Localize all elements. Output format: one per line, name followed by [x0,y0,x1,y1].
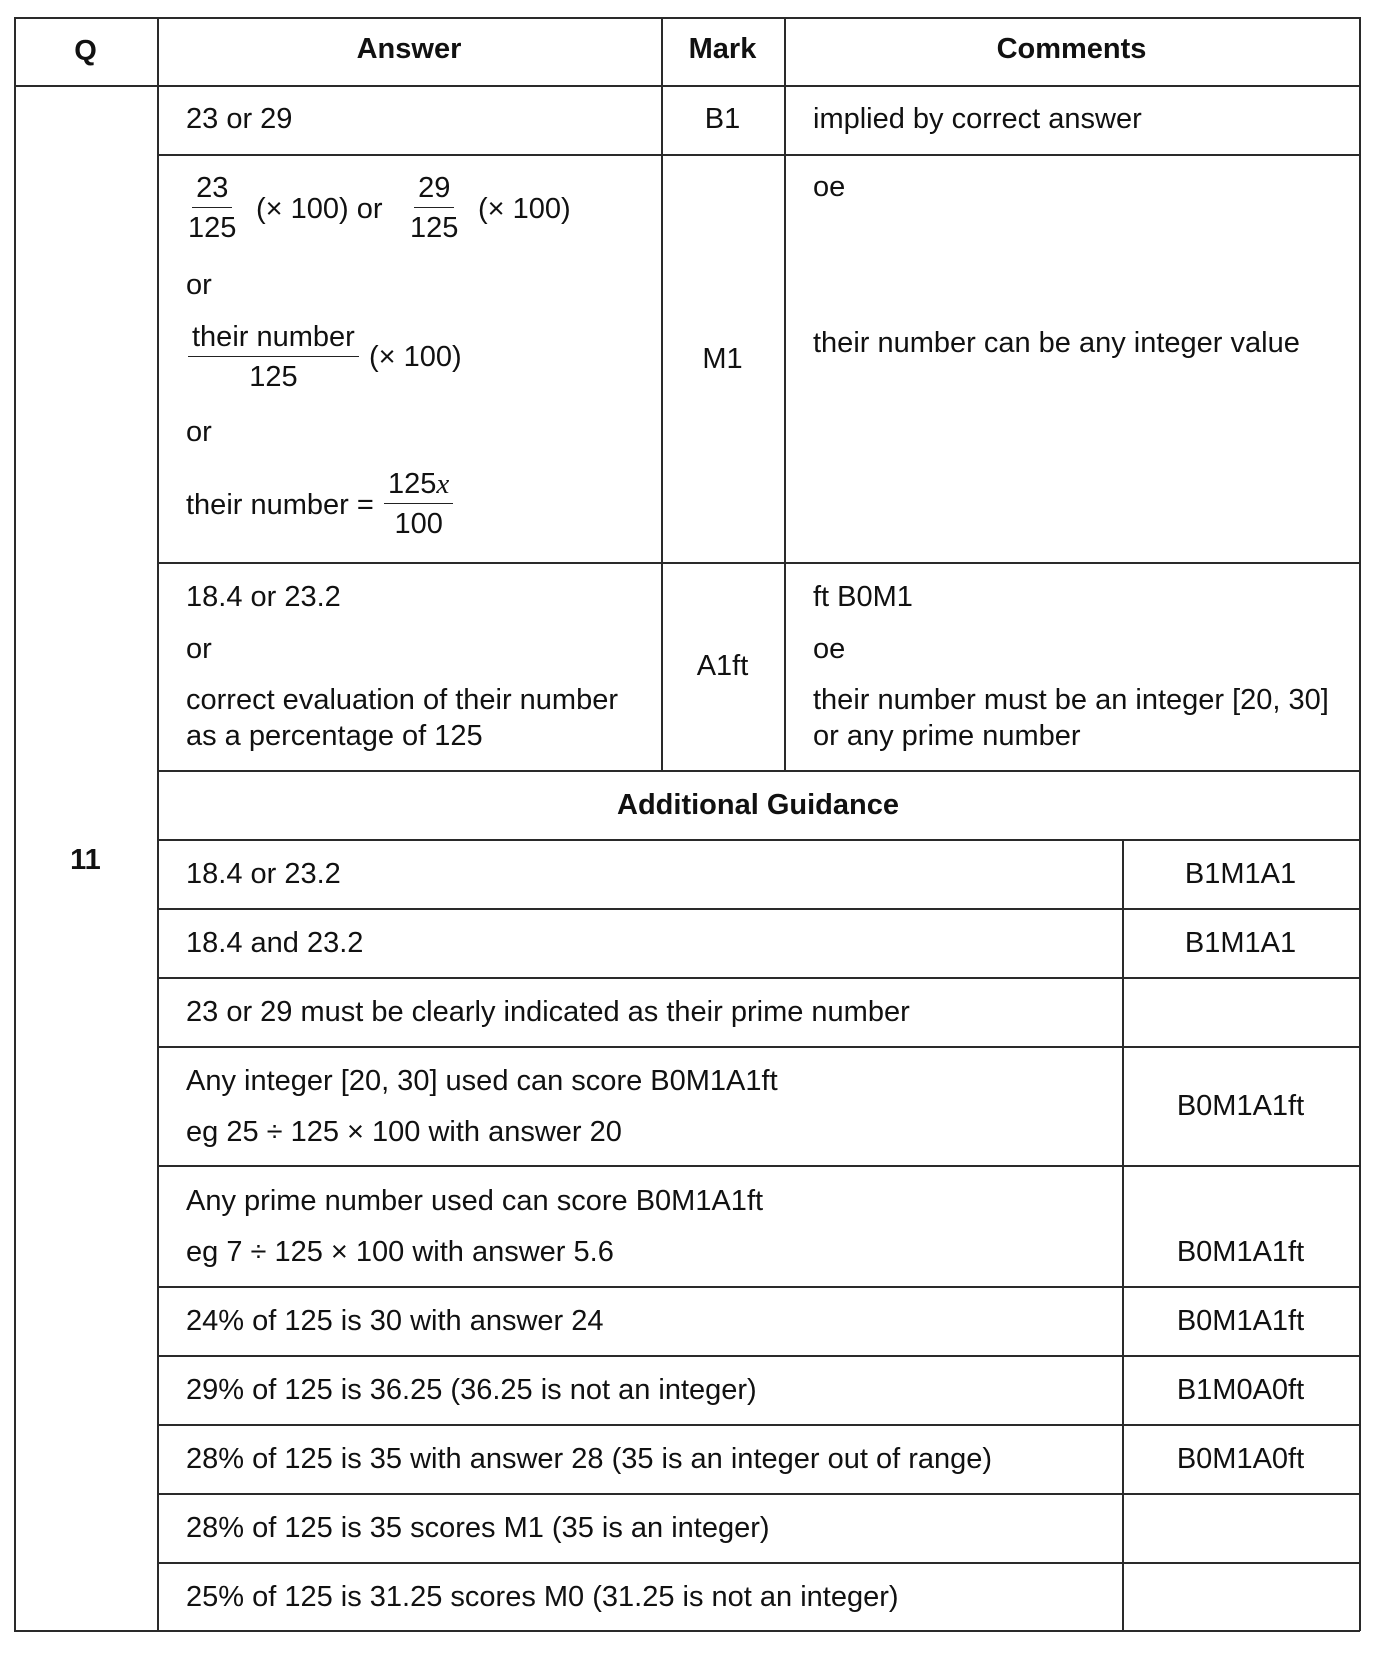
guidance-item-text: 18.4 or 23.2 [186,858,341,890]
rule-g2 [157,977,1360,979]
r2-mark: M1 [702,343,743,375]
guidance-item-text: 28% of 125 is 35 scores M1 (35 is an integer) [186,1512,770,1544]
guidance-item-text: 28% of 125 is 35 with answer 28 (35 is an integer out of range) [186,1443,993,1475]
guidance-item-text: 29% of 125 is 36.25 (36.25 is not an integer) [186,1374,757,1406]
r2-frac4-coefficient: 125 [388,468,437,500]
r3-comment-line3: their number must be an integer [20, 30] [813,684,1329,716]
rule-top [14,17,1360,19]
guidance-item-example: eg 25 ÷ 125 × 100 with answer 20 [186,1116,622,1148]
guidance-item-text: 23 or 29 must be clearly indicated as their prime number [186,996,910,1028]
r2-equation-lhs: their number = [186,489,374,521]
r2-fraction-125x-over-100 [384,467,453,541]
r2-frac4-denominator: 100 [394,508,443,540]
rule-g6 [157,1355,1360,1357]
header-mark: Mark [688,33,757,65]
header-comments: Comments [996,33,1147,65]
rule-r3-bottom [157,770,1360,772]
rule-g1 [157,908,1360,910]
guidance-item-mark: B1M0A0ft [1176,1374,1305,1406]
r2-frac1-denominator: 125 [188,212,237,244]
rule-header-bottom [14,85,1360,87]
r2-fraction-their-number-over-125 [188,320,359,394]
rule-left [14,17,16,1631]
r2-times-1: (× 100) or [256,193,383,225]
rule-bottom [14,1630,1360,1632]
guidance-item-mark: B0M1A1ft [1176,1305,1305,1337]
r2-frac3-numerator: their number [188,320,359,357]
r2-comment: their number can be any integer value [813,327,1300,359]
guidance-item-mark: B1M1A1 [1184,858,1297,890]
r2-frac2-denominator: 125 [410,212,459,244]
header-q: Q [74,35,97,67]
rule-g9 [157,1562,1360,1564]
r2-times-2: (× 100) [478,193,571,225]
question-number: 11 [70,844,101,876]
rule-g5 [157,1286,1360,1288]
guidance-item-mark: B1M1A1 [1184,927,1297,959]
r2-frac1-numerator: 23 [192,171,232,208]
rule-q-col [157,17,159,1631]
guidance-item-text: Any prime number used can score B0M1A1ft [186,1185,764,1217]
rule-g4 [157,1165,1360,1167]
guidance-title: Additional Guidance [617,789,899,821]
r3-answer-line4: as a percentage of 125 [186,720,483,752]
guidance-item-text: 18.4 and 23.2 [186,927,364,959]
r3-comment-line2: oe [813,633,846,665]
r2-frac4-numerator [384,467,453,504]
r2-frac4-variable: x [436,468,450,500]
header-answer: Answer [356,33,462,65]
guidance-item-example: eg 7 ÷ 125 × 100 with answer 5.6 [186,1236,614,1268]
r3-comment-line1: ft B0M1 [813,581,913,613]
rule-g7 [157,1424,1360,1426]
guidance-item-text: Any integer [20, 30] used can score B0M1A1ft [186,1065,778,1097]
rule-comment-col [784,17,786,771]
rule-g3 [157,1046,1360,1048]
r3-comment-line4: or any prime number [813,720,1081,752]
r1-mark: B1 [704,103,741,135]
r3-answer-line1: 18.4 or 23.2 [186,581,341,613]
guidance-item-text: 24% of 125 is 30 with answer 24 [186,1305,604,1337]
r2-fraction-23-over-125 [188,171,236,245]
r3-answer-line3: correct evaluation of their number [186,684,618,716]
guidance-item-mark: B0M1A1ft [1176,1090,1305,1122]
r2-frac3-denominator: 125 [249,361,298,393]
r2-frac2-numerator: 29 [414,171,454,208]
guidance-item-text: 25% of 125 is 31.25 scores M0 (31.25 is not an integer) [186,1581,899,1613]
r2-or-2: or [186,416,212,448]
r2-times-3: (× 100) [369,341,462,373]
r2-fraction-29-over-125 [410,171,458,245]
r3-answer-or: or [186,633,212,665]
r1-comment: implied by correct answer [813,103,1142,135]
r2-comment-oe: oe [813,171,846,203]
r2-or-1: or [186,269,212,301]
rule-r1-bottom [157,154,1360,156]
rule-r2-bottom [157,562,1360,564]
guidance-item-mark: B0M1A1ft [1176,1236,1305,1268]
r3-mark: A1ft [696,650,749,682]
guidance-item-mark: B0M1A0ft [1176,1443,1305,1475]
r1-answer: 23 or 29 [186,103,293,135]
rule-guidance-title-bottom [157,839,1360,841]
rule-right [1359,17,1361,1631]
rule-g8 [157,1493,1360,1495]
